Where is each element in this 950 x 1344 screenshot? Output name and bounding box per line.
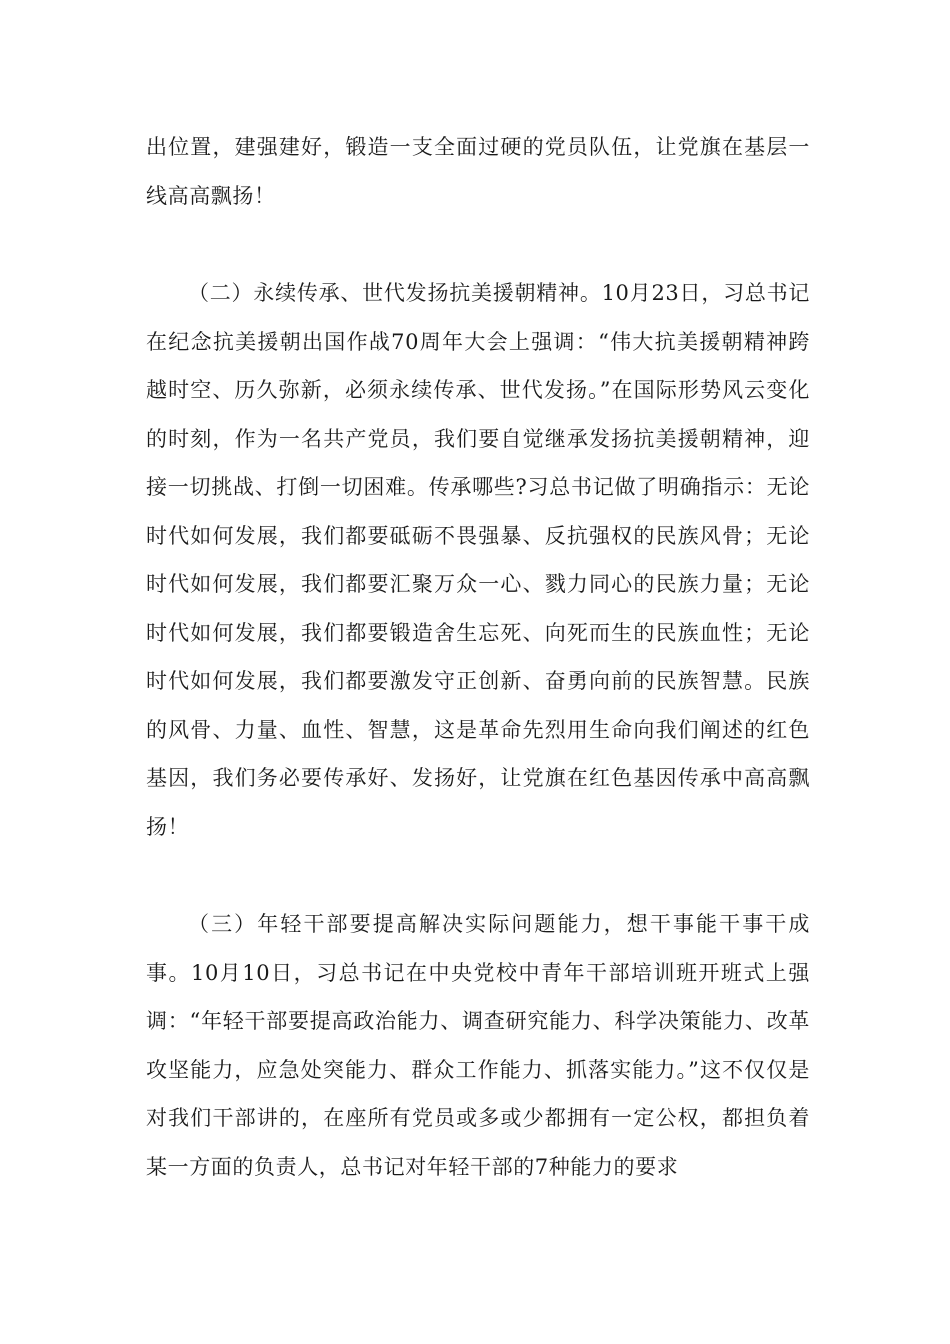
paragraph-section-3: （三）年轻干部要提高解决实际问题能力，想干事能干事干成事。10月10日，习总书记在中央党校中青年干部培训班开班式上强调：“年轻干部要提高政治能力、调查研究能力、科学决策能力、改革攻坚能力，应急处突能力、群众工作能力、抓落实能力。”这不仅仅是对我们干部讲的，在座所有党员或多或少都拥有一定公权，都担负着某一方面的负责人，总书记对年轻干部的7种能力的要求	[146, 912, 810, 1179]
document-body	[146, 123, 810, 1191]
paragraph-gap	[146, 220, 810, 269]
paragraph-continuation: 出位置，建强建好，锻造一支全面过硬的党员队伍，让党旗在基层一线高高飘扬！	[146, 135, 810, 208]
paragraph-section-2: （二）永续传承、世代发扬抗美援朝精神。10月23日，习总书记在纪念抗美援朝出国作战70周年大会上强调：“伟大抗美援朝精神跨越时空、历久弥新，必须永续传承、世代发扬。”在国际形势风云变化的时刻，作为一名共产党员，我们要自觉继承发扬抗美援朝精神，迎接一切挑战、打倒一切困难。传承哪些?习总书记做了明确指示：无论时代如何发展，我们都要砥砺不畏强暴、反抗强权的民族风骨；无论时代如何发展，我们都要汇聚万众一心、戮力同心的民族力量；无论时代如何发展，我们都要锻造舍生忘死、向死而生的民族血性；无论时代如何发展，我们都要激发守正创新、奋勇向前的民族智慧。民族的风骨、力量、血性、智慧，这是革命先烈用生命向我们阐述的红色基因，我们务必要传承好、发扬好，让党旗在红色基因传承中高高飘扬！	[146, 281, 810, 839]
paragraph-gap	[146, 851, 810, 900]
